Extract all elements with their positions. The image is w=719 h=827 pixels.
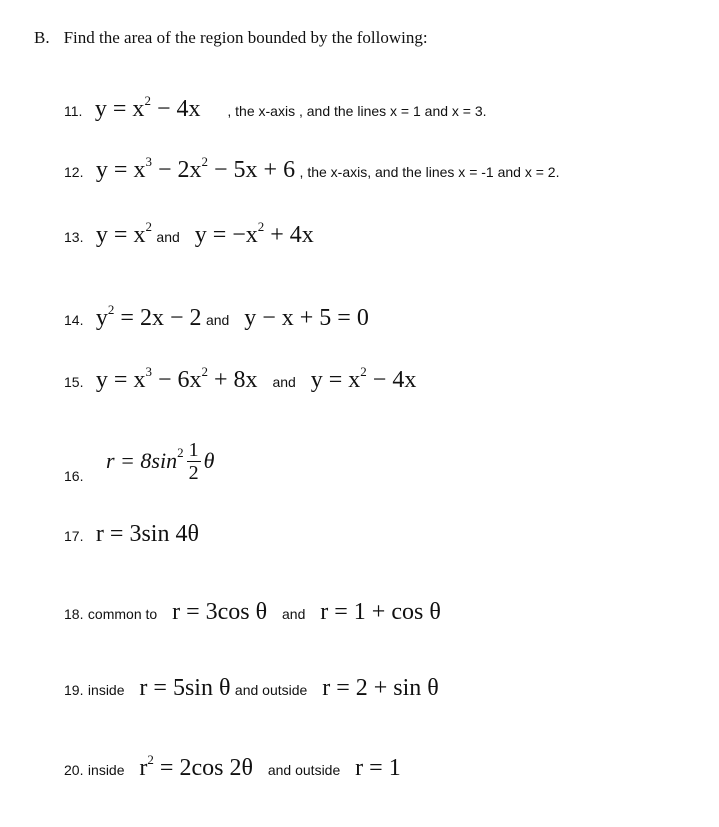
equation-1: r = 5sin θ	[139, 675, 231, 701]
problem-15	[64, 364, 417, 393]
problem-number: 12.	[64, 164, 84, 180]
equation: $y = x^2 - 4x$	[94, 93, 201, 122]
condition-text: , the x-axis , and the lines x = 1 and x = 3.	[227, 103, 487, 119]
prefix-text: inside	[87, 682, 125, 698]
joiner-text: and	[272, 374, 296, 390]
joiner-text: and	[282, 606, 306, 622]
equation-1: $r^2 = 2\cos$ 2θ	[139, 752, 253, 781]
equation-2: r = 2 + sin θ	[322, 675, 439, 701]
equation-2: $y = -x^2 + 4x$	[194, 219, 314, 248]
section-heading	[34, 28, 428, 48]
problem-11	[64, 93, 487, 122]
equation-2: r = 1	[355, 755, 401, 781]
joiner-text: and outside	[234, 682, 308, 698]
problem-number: 15.	[64, 374, 84, 390]
problem-number: 14.	[64, 312, 84, 328]
problem-number: 17.	[64, 528, 84, 544]
problem-number: 11.	[64, 103, 83, 119]
problem-number: 19.	[64, 682, 84, 698]
equation-2: $y = x^2 - 4x$	[310, 364, 417, 393]
problem-18	[64, 600, 441, 624]
equation: $y = x^3 - 2x^2 - 5x + 6$	[95, 154, 296, 183]
equation-1: r = 3cos θ	[172, 599, 268, 625]
problem-13	[64, 219, 314, 248]
problem-number: 13.	[64, 229, 84, 245]
equation-1: $y^2 = 2x - 2$	[95, 302, 202, 331]
joiner-text: and outside	[267, 762, 341, 778]
problem-19	[64, 676, 439, 700]
equation-1: $y = x^2$	[95, 219, 152, 248]
problem-number: 18.	[64, 606, 84, 622]
equation-2: r = 1 + cos θ	[320, 599, 441, 625]
problem-14	[64, 302, 369, 331]
equation-2: y − x + 5 = 0	[244, 305, 369, 331]
problem-number: 20.	[64, 762, 84, 778]
joiner-text: and	[156, 229, 180, 245]
problem-20	[64, 752, 401, 781]
equation-1: $y = x^3 - 6x^2 + 8x$	[95, 364, 258, 393]
problem-17	[64, 522, 199, 546]
section-title: Find the area of the region bounded by the following:	[63, 28, 428, 47]
prefix-text: inside	[87, 762, 125, 778]
section-number: B.	[34, 28, 50, 47]
equation: r = 8sin $^2$ $\frac{1}{2}$ θ	[106, 438, 215, 484]
problem-12	[64, 154, 560, 183]
fraction: $\frac{1}{2}$	[188, 438, 199, 484]
joiner-text: and	[205, 312, 230, 328]
equation: r = 3sin 4θ	[95, 521, 199, 547]
prefix-text: common to	[87, 606, 158, 622]
condition-text: , the x-axis, and the lines x = -1 and x = 2.	[299, 164, 560, 180]
problem-number: 16.	[64, 468, 84, 484]
